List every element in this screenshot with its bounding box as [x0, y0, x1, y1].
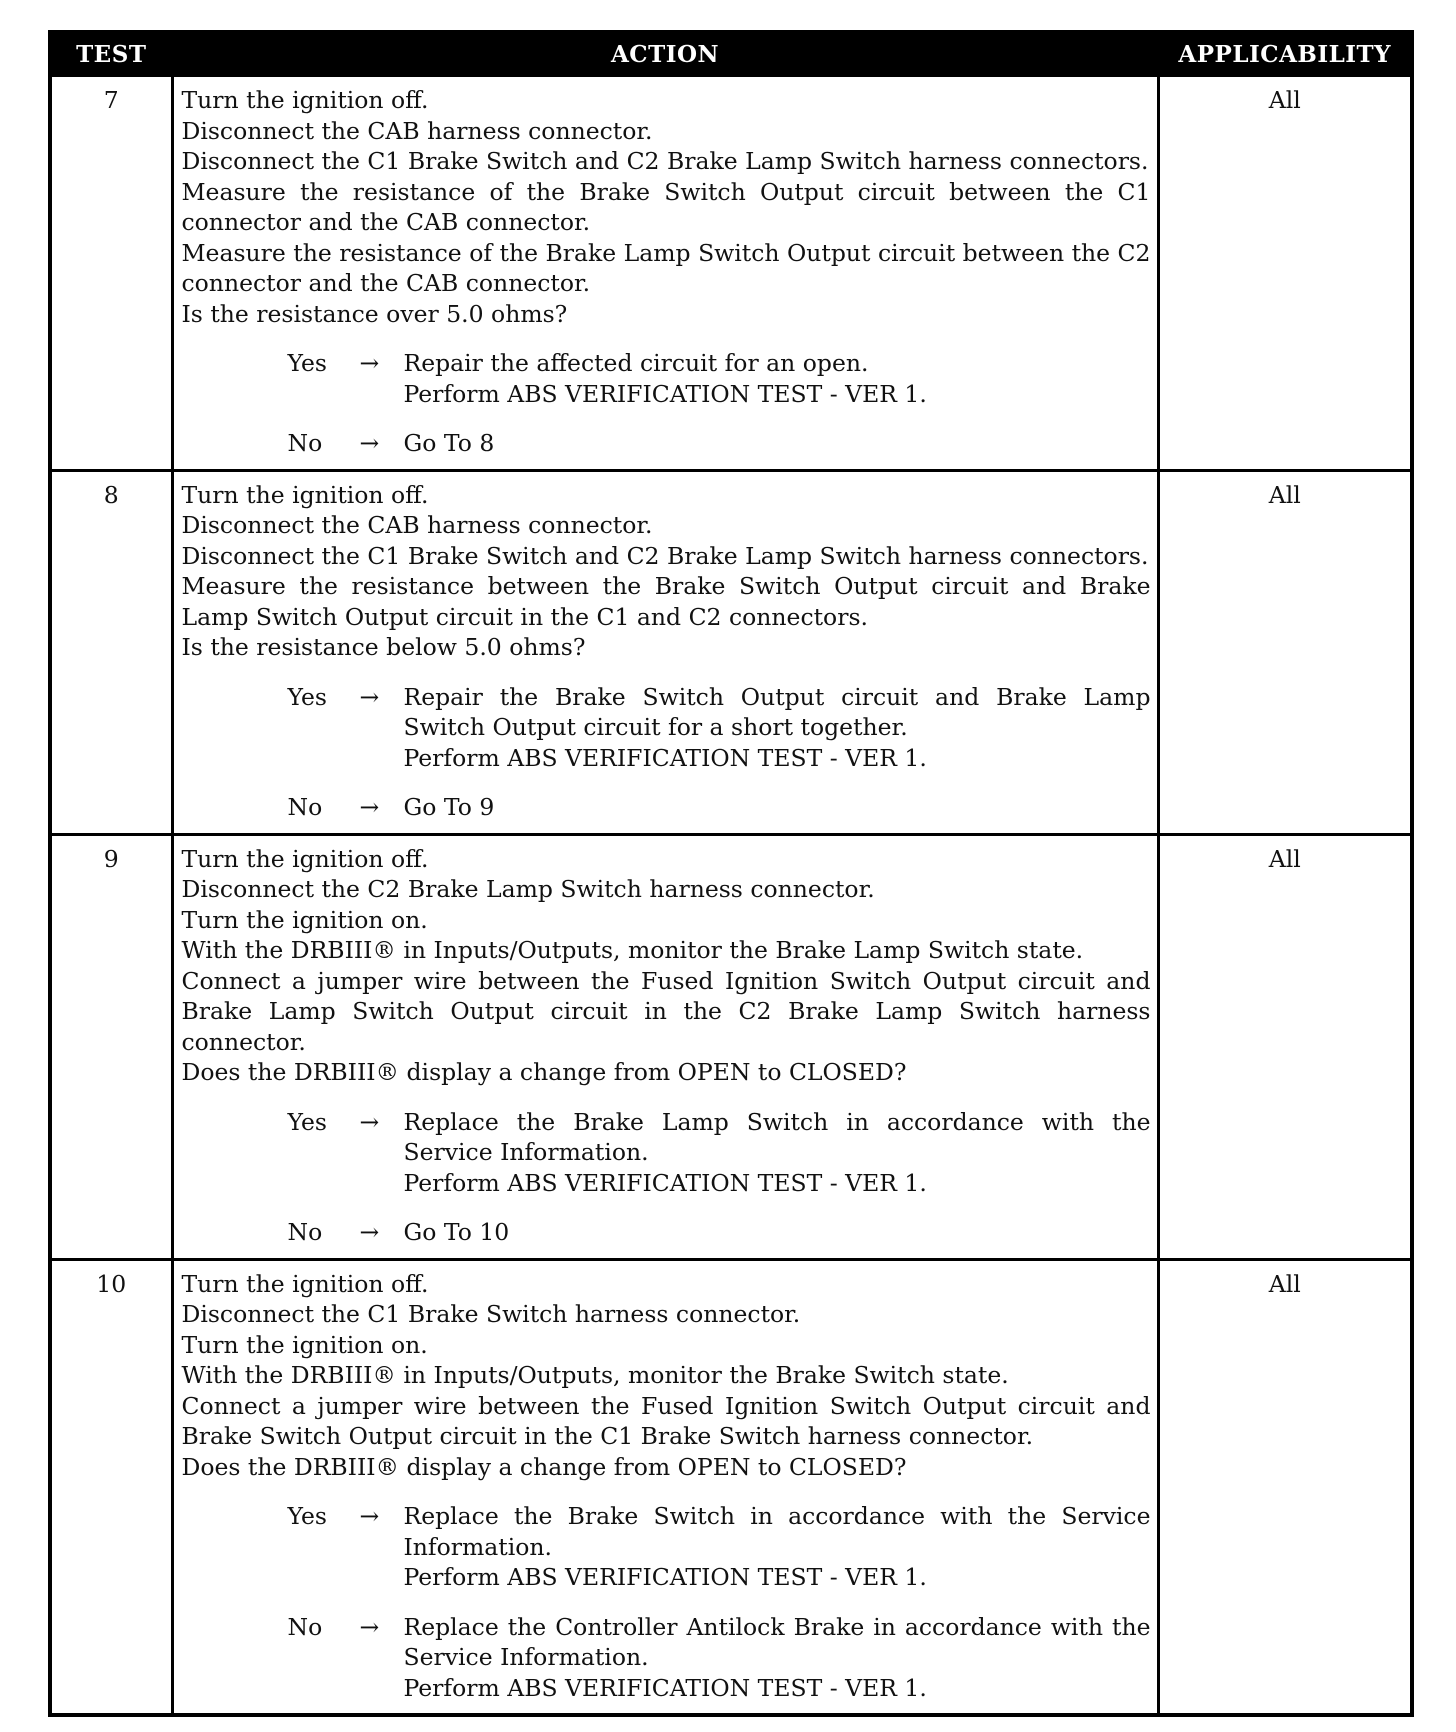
applicability-value: All [1158, 1259, 1412, 1715]
outcome-result-line: Replace the Controller Antilock Brake in accordance with the Service Information. [403, 1612, 1151, 1671]
action-step: Connect a jumper wire between the Fused Ignition Switch Output circuit and Brake Lamp Switch Output circuit in the C2 Brake Lamp Switch harness connector. [181, 966, 1151, 1056]
outcome-no [182, 1612, 1151, 1704]
outcome-result-line: Perform ABS VERIFICATION TEST - VER 1. [403, 1673, 927, 1702]
test-number: 9 [50, 834, 172, 1259]
outcome-answer: No [287, 429, 323, 457]
action-step: Is the resistance below 5.0 ohms? [181, 633, 586, 661]
right-arrow-icon: → [359, 429, 380, 457]
outcome-no [182, 1217, 1151, 1248]
action-step: Turn the ignition off. [181, 86, 429, 114]
outcome-answer: No [287, 793, 323, 821]
action-step: Measure the resistance of the Brake Lamp Switch Output circuit between the C2 connector and the CAB connector. [181, 238, 1151, 297]
right-arrow-icon: → [359, 1612, 380, 1641]
outcome-result [404, 428, 1151, 459]
outcome-answer: Yes [287, 1502, 327, 1530]
test-number: 8 [50, 470, 172, 834]
action-step: Measure the resistance of the Brake Switch Output circuit between the C1 connector and the CAB connector. [181, 177, 1151, 236]
action-step: Turn the ignition off. [181, 480, 429, 509]
action-step: Connect a jumper wire between the Fused Ignition Switch Output circuit and Brake Switch Output circuit in the C1 Brake Switch harness connector. [181, 1391, 1151, 1450]
outcome-result-line: Perform ABS VERIFICATION TEST - VER 1. [403, 379, 927, 408]
table-row [50, 1259, 1412, 1715]
action-step: Disconnect the C1 Brake Switch and C2 Brake Lamp Switch harness connectors. [181, 541, 1149, 570]
diagnostic-test-table [48, 30, 1414, 1717]
action-step: Does the DRBIII® display a change from OPEN to CLOSED? [181, 1452, 907, 1481]
action-step: Is the resistance over 5.0 ohms? [181, 299, 568, 328]
action-step: Disconnect the CAB harness connector. [181, 116, 653, 145]
outcome-yes [182, 1501, 1151, 1593]
outcome-yes [182, 1107, 1151, 1199]
action-step: Disconnect the C1 Brake Switch harness connector. [181, 1300, 801, 1328]
action-step: With the DRBIII® in Inputs/Outputs, monitor the Brake Switch state. [181, 1361, 1009, 1389]
outcome-result [404, 348, 1151, 409]
outcome-result [404, 682, 1151, 774]
action-cell [172, 1259, 1158, 1715]
table-header-row [50, 32, 1412, 76]
outcome-list [182, 348, 1151, 459]
action-step: Turn the ignition on. [181, 905, 428, 934]
applicability-value: All [1158, 470, 1412, 834]
outcome-list [182, 1501, 1151, 1703]
outcome-list [182, 1107, 1151, 1248]
table-body [50, 76, 1412, 1716]
outcome-result-line: Perform ABS VERIFICATION TEST - VER 1. [403, 1168, 927, 1197]
right-arrow-icon: → [359, 1218, 380, 1246]
outcome-no [182, 428, 1151, 459]
header-test: TEST [50, 32, 172, 76]
right-arrow-icon: → [359, 793, 380, 821]
action-cell [172, 76, 1158, 471]
outcome-answer: Yes [287, 349, 327, 377]
right-arrow-icon: → [359, 1502, 380, 1530]
outcome-result-line: Repair the affected circuit for an open. [403, 349, 869, 377]
outcome-result-line: Go To 10 [403, 1218, 510, 1246]
action-step: Turn the ignition on. [181, 1330, 428, 1359]
applicability-value: All [1158, 834, 1412, 1259]
action-step: Does the DRBIII® display a change from OPEN to CLOSED? [181, 1058, 907, 1086]
header-action: ACTION [172, 32, 1158, 76]
outcome-answer: No [287, 1218, 323, 1246]
outcome-result [404, 1612, 1151, 1704]
outcome-list [182, 682, 1151, 823]
outcome-result-line: Repair the Brake Switch Output circuit and Brake Lamp Switch Output circuit for a short together. [403, 682, 1151, 741]
outcome-result [404, 792, 1151, 823]
action-step: Disconnect the C1 Brake Switch and C2 Brake Lamp Switch harness connectors. [181, 147, 1149, 175]
test-number: 7 [50, 76, 172, 471]
action-step: Disconnect the CAB harness connector. [181, 511, 653, 539]
outcome-result [404, 1107, 1151, 1199]
action-cell [172, 834, 1158, 1259]
outcome-answer: Yes [287, 682, 327, 711]
action-step: Disconnect the C2 Brake Lamp Switch harness connector. [181, 875, 875, 903]
outcome-answer: No [287, 1612, 323, 1641]
applicability-value: All [1158, 76, 1412, 471]
action-step: Measure the resistance between the Brake Switch Output circuit and Brake Lamp Switch Output circuit in the C1 and C2 connectors. [181, 572, 1151, 631]
action-step: Turn the ignition off. [181, 844, 429, 873]
outcome-no [182, 792, 1151, 823]
outcome-result [404, 1217, 1151, 1248]
outcome-yes [182, 348, 1151, 409]
right-arrow-icon: → [359, 1107, 380, 1136]
header-applicability: APPLICABILITY [1158, 32, 1412, 76]
outcome-result-line: Replace the Brake Switch in accordance with the Service Information. [403, 1502, 1151, 1561]
action-cell [172, 470, 1158, 834]
diagnostic-procedure-page [48, 30, 1410, 1717]
right-arrow-icon: → [359, 349, 380, 377]
outcome-result [404, 1501, 1151, 1593]
action-step: Turn the ignition off. [181, 1269, 429, 1298]
outcome-result-line: Go To 9 [403, 793, 495, 821]
outcome-result-line: Replace the Brake Lamp Switch in accordance with the Service Information. [403, 1107, 1151, 1166]
table-row [50, 834, 1412, 1259]
right-arrow-icon: → [359, 682, 380, 711]
action-step: With the DRBIII® in Inputs/Outputs, monitor the Brake Lamp Switch state. [181, 936, 1084, 964]
outcome-result-line: Perform ABS VERIFICATION TEST - VER 1. [403, 1563, 927, 1591]
test-number: 10 [50, 1259, 172, 1715]
table-row [50, 76, 1412, 471]
table-row [50, 470, 1412, 834]
outcome-answer: Yes [287, 1107, 327, 1136]
outcome-result-line: Go To 8 [403, 429, 495, 457]
outcome-yes [182, 682, 1151, 774]
outcome-result-line: Perform ABS VERIFICATION TEST - VER 1. [403, 743, 927, 772]
